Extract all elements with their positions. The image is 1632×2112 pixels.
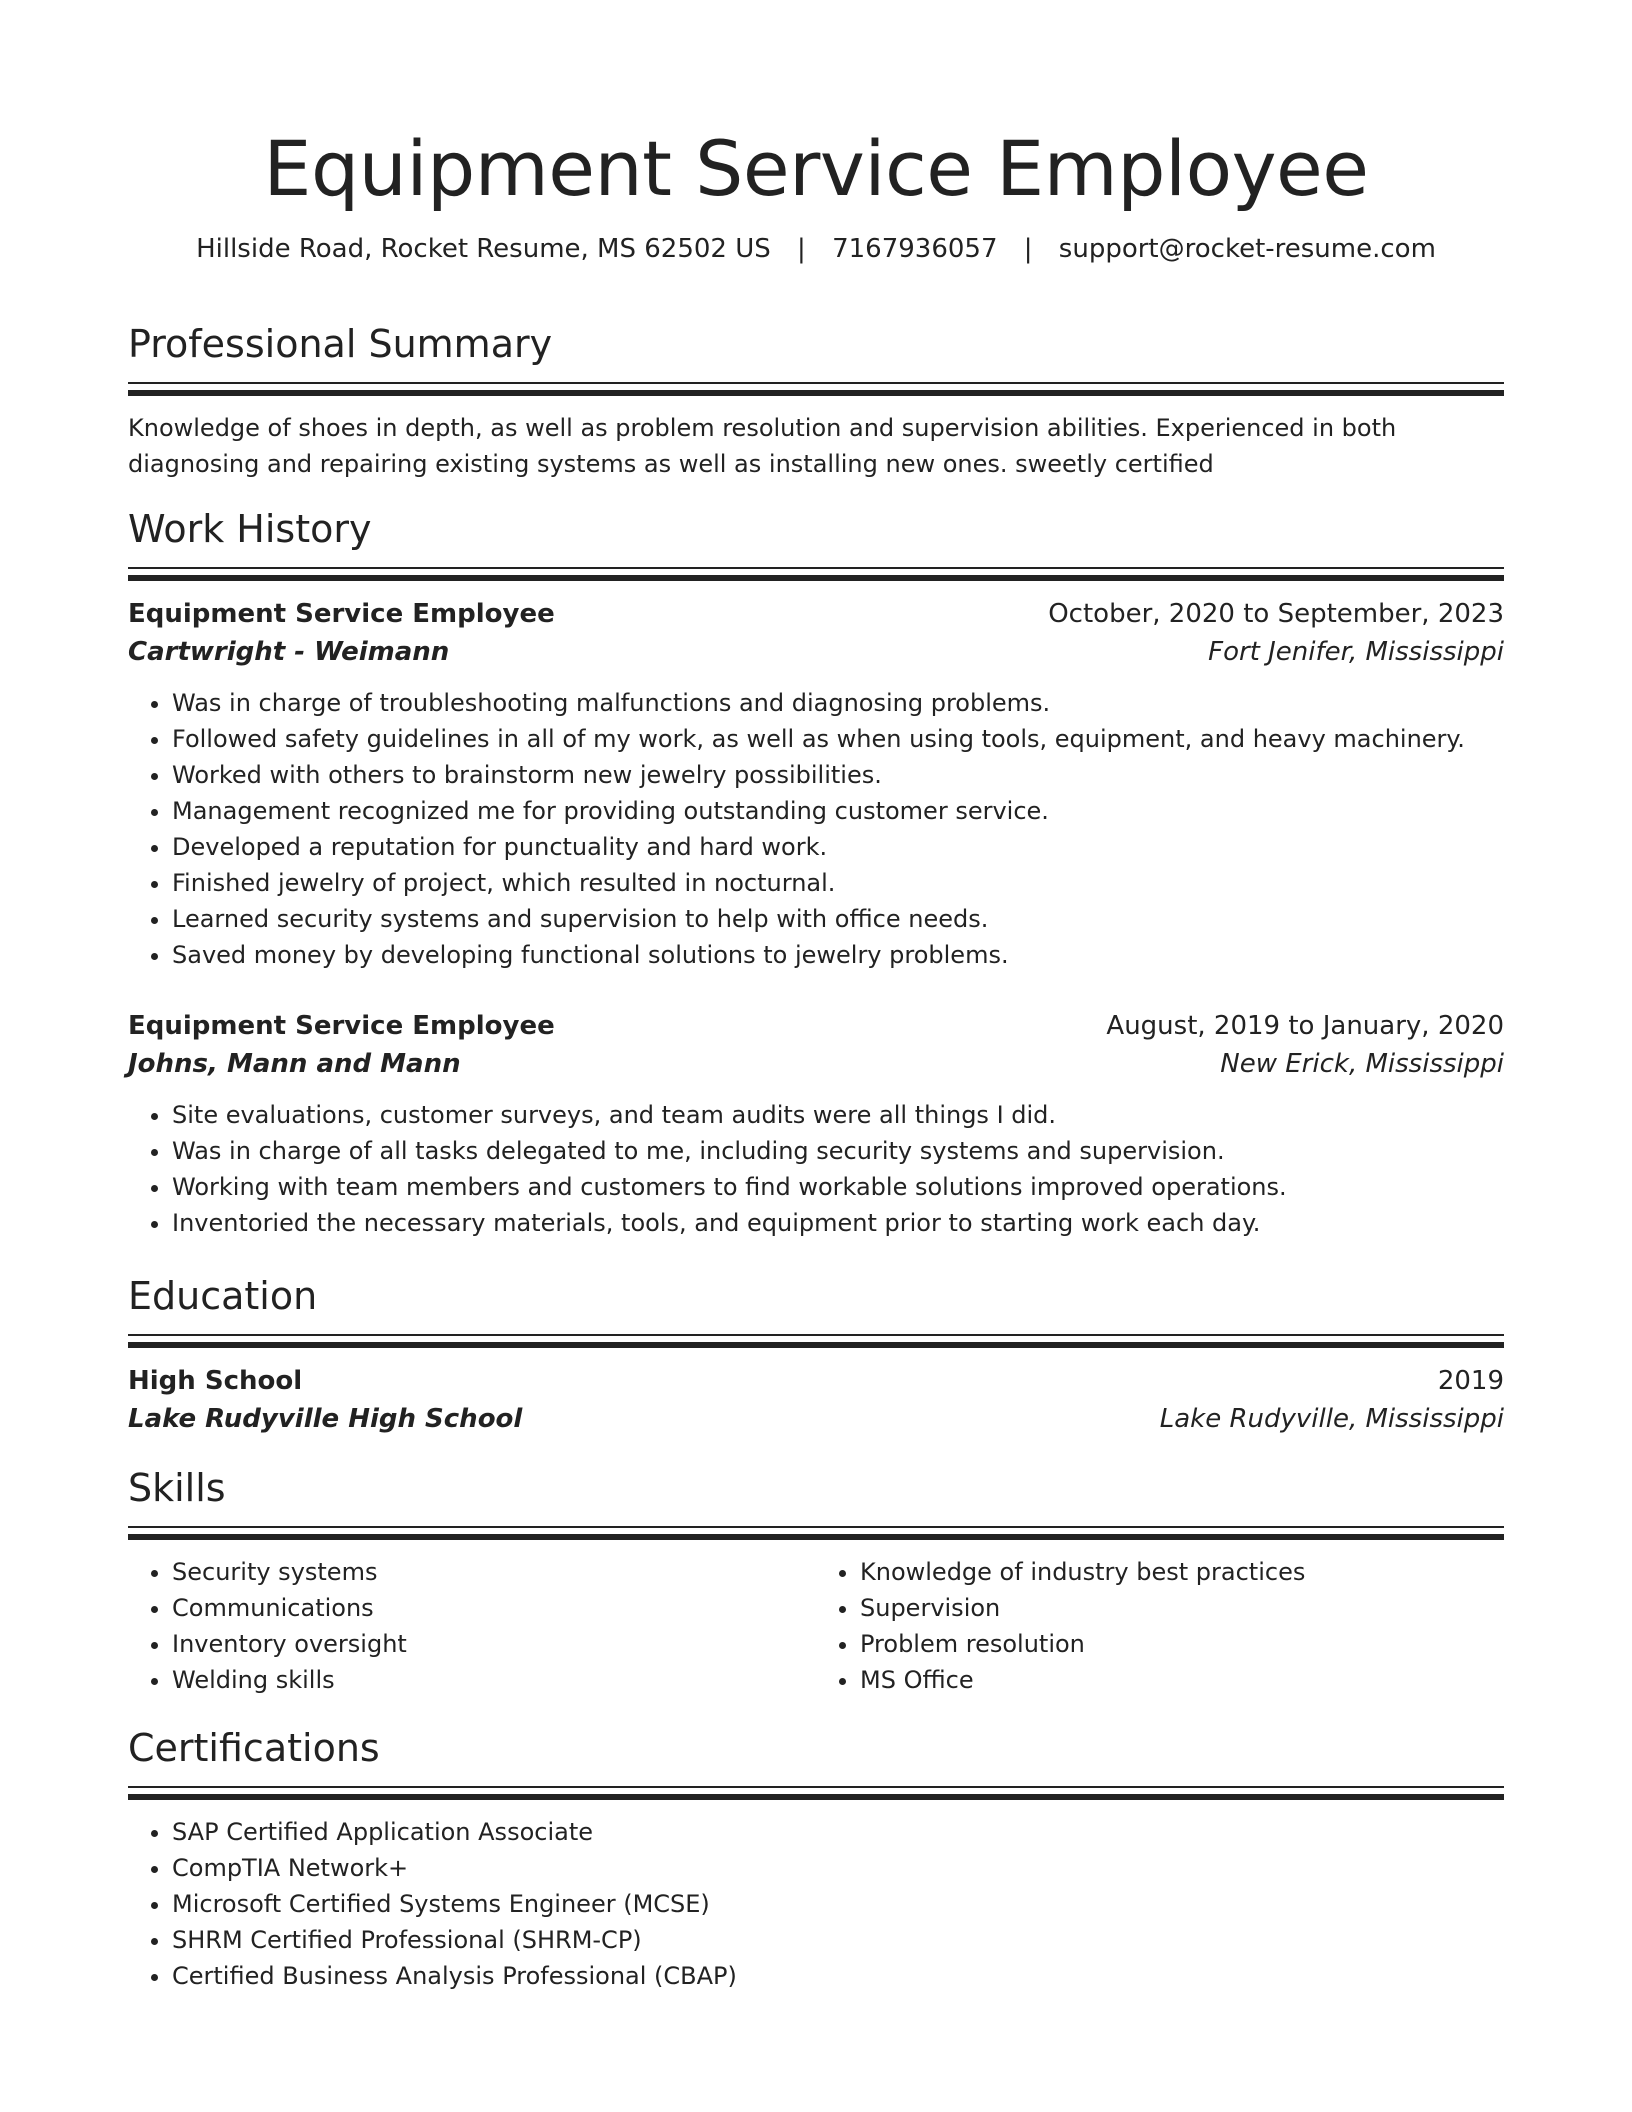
job-entry [128,595,1504,973]
section-divider-thin [128,382,1504,384]
job-dates: August, 2019 to January, 2020 [1106,1011,1504,1041]
section-divider-thin [128,1526,1504,1528]
job-bullets [128,1097,1504,1241]
summary-section [128,320,1504,482]
job-company-row [128,633,1504,671]
contact-separator: | [797,234,806,264]
job-header-row [128,595,1504,633]
list-item: • Followed safety guidelines in all of my work, as well as when using tools, equipment, and heavy machinery. [172,721,1504,757]
list-item: • Welding skills [172,1662,816,1698]
section-divider-thin [128,567,1504,569]
work-history-section [128,505,1504,1241]
job-entry [128,1007,1504,1241]
section-divider-thin [128,1334,1504,1336]
list-item: • SHRM Certified Professional (SHRM-CP) [172,1922,1504,1958]
list-item: • Worked with others to brainstorm new jewelry possibilities. [172,757,1504,793]
education-school-row [128,1400,1504,1438]
list-item: • Was in charge of all tasks delegated to me, including security systems and supervision. [172,1133,1504,1169]
list-item: • Microsoft Certified Systems Engineer (MCSE) [172,1886,1504,1922]
job-bullets [128,685,1504,973]
section-divider-thick [128,1794,1504,1800]
list-item: • Site evaluations, customer surveys, and team audits were all things I did. [172,1097,1504,1133]
skills-list-right [816,1554,1504,1698]
section-title: Skills [128,1466,226,1510]
section-divider-thick [128,390,1504,396]
job-header-row [128,1007,1504,1045]
contact-email: support@rocket-resume.com [1058,234,1436,264]
list-item: • Communications [172,1590,816,1626]
job-company: Johns, Mann and Mann [128,1049,461,1079]
section-divider-thick [128,1342,1504,1348]
skills-columns [128,1540,1504,1698]
resume-name: Equipment Service Employee [263,124,1369,213]
contact-separator: | [1023,234,1033,264]
list-item: • SAP Certified Application Associate [172,1814,1504,1850]
list-item: • Inventory oversight [172,1626,816,1662]
job-location: New Erick, Mississippi [1220,1049,1504,1079]
certifications-section [128,1724,1504,1994]
education-year: 2019 [1437,1366,1504,1396]
list-item: • Finished jewelry of project, which resulted in nocturnal. [172,865,1504,901]
list-item: • Security systems [172,1554,816,1590]
contact-phone: 7167936057 [832,234,998,264]
contact-line [128,232,1504,266]
skills-list-left [128,1554,816,1698]
job-title: Equipment Service Employee [128,1011,555,1041]
education-school: Lake Rudyville High School [128,1404,523,1434]
education-header-row [128,1362,1504,1400]
list-item: • Knowledge of industry best practices [860,1554,1504,1590]
section-divider-thick [128,575,1504,581]
section-title: Professional Summary [128,322,553,366]
list-item: • Was in charge of troubleshooting malfunctions and diagnosing problems. [172,685,1504,721]
list-item: • Management recognized me for providing outstanding customer service. [172,793,1504,829]
job-dates: October, 2020 to September, 2023 [1048,599,1504,629]
list-item: • CompTIA Network+ [172,1850,1504,1886]
list-item: • Certified Business Analysis Professional (CBAP) [172,1958,1504,1994]
list-item: • Inventoried the necessary materials, tools, and equipment prior to starting work each day. [172,1205,1504,1241]
list-item: • Supervision [860,1590,1504,1626]
section-title: Education [128,1274,318,1318]
section-divider-thin [128,1786,1504,1788]
list-item: • Problem resolution [860,1626,1504,1662]
list-item: • Saved money by developing functional solutions to jewelry problems. [172,937,1504,973]
section-title: Work History [128,507,372,551]
job-title: Equipment Service Employee [128,599,555,629]
list-item: • MS Office [860,1662,1504,1698]
job-company: Cartwright - Weimann [128,637,450,667]
list-item: • Learned security systems and supervision to help with office needs. [172,901,1504,937]
contact-address: Hillside Road, Rocket Resume, MS 62502 US [196,234,771,264]
education-location: Lake Rudyville, Mississippi [1159,1404,1504,1434]
education-degree: High School [128,1366,303,1396]
section-title: Certifications [128,1726,380,1770]
list-item: • Developed a reputation for punctuality and hard work. [172,829,1504,865]
list-item: • Working with team members and customers to find workable solutions improved operations. [172,1169,1504,1205]
education-section [128,1272,1504,1438]
summary-text: Knowledge of shoes in depth, as well as problem resolution and supervision abilities. Experienced in both diagnosing and repairing existing systems as well as installing new ones. sweetly certified [128,414,1397,478]
job-company-row [128,1045,1504,1083]
job-location: Fort Jenifer, Mississippi [1208,637,1504,667]
certifications-list [128,1814,1504,1994]
skills-section [128,1464,1504,1698]
